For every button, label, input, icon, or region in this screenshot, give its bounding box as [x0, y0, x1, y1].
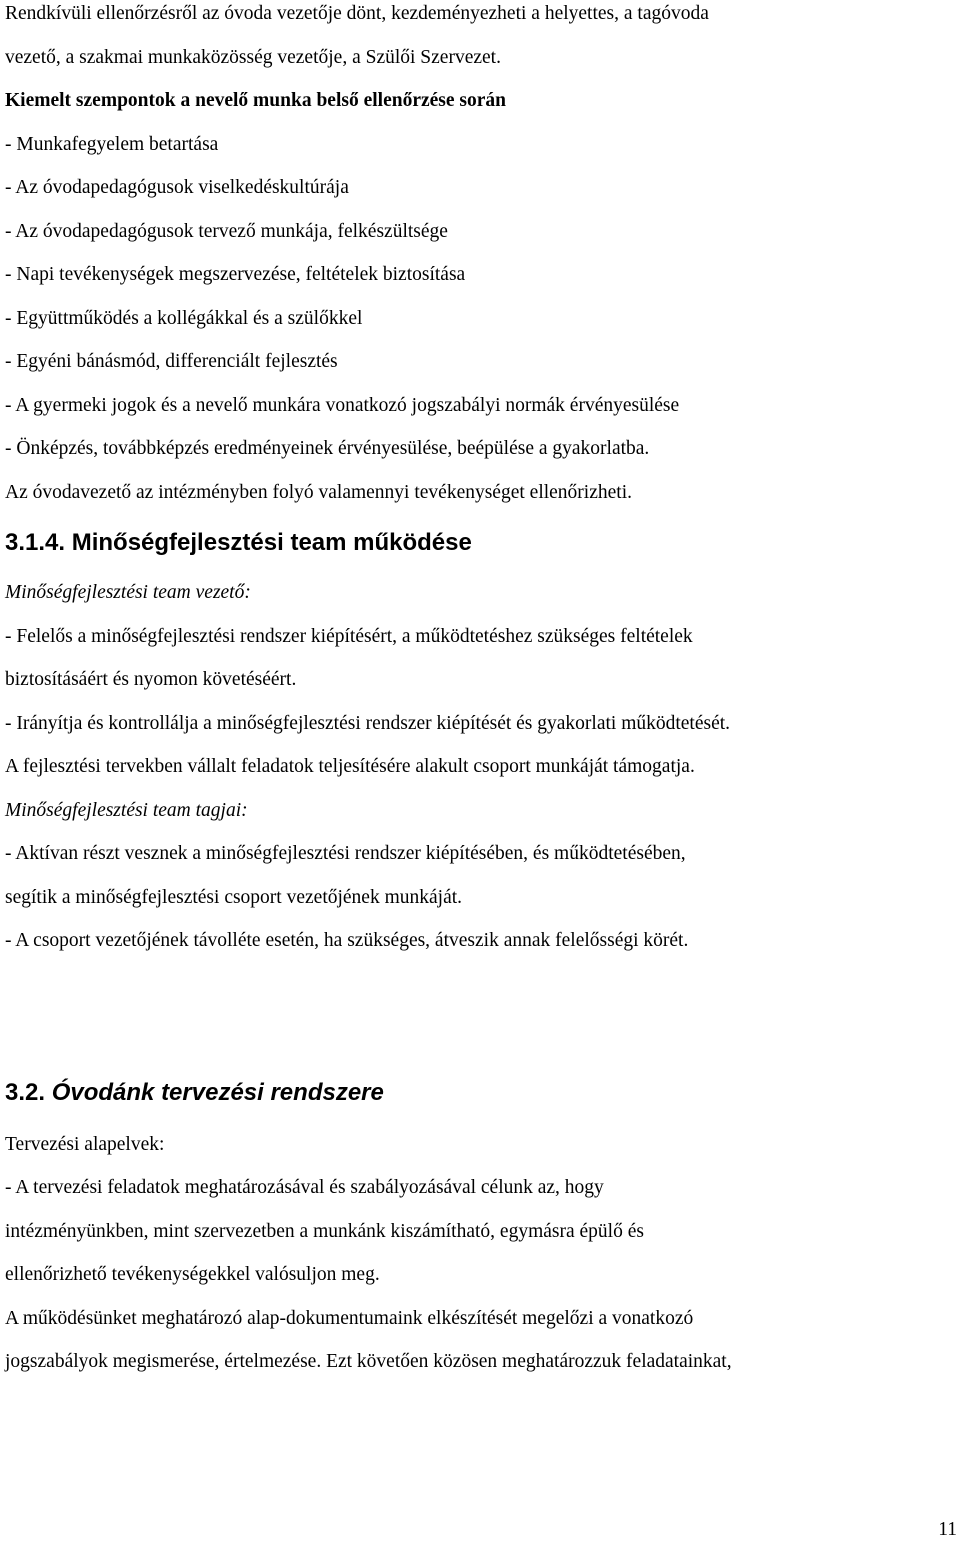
team-members-title: Minőségfejlesztési team tagjai:: [5, 799, 248, 821]
list-item: - Munkafegyelem betartása: [5, 133, 219, 155]
planning-line: jogszabályok megismerése, értelmezése. Ezt követően közösen meghatározzuk feladatainkat,: [5, 1351, 732, 1372]
list-item: - Az óvodapedagógusok viselkedéskultúrája: [5, 177, 349, 198]
team-leader-line: - Irányítja és kontrollálja a minőségfejlesztési rendszer kiépítését és gyakorlati működtetését.: [5, 712, 731, 734]
section-number: 3.2.: [5, 1078, 46, 1106]
list-item: - Együttműködés a kollégákkal és a szülőkkel: [5, 307, 363, 329]
planning-line: - A tervezési feladatok meghatározásával és szabályozásával célunk az, hogy: [5, 1177, 604, 1198]
team-members-line: segítik a minőségfejlesztési csoport vezetőjének munkáját.: [5, 886, 463, 908]
planning-line: A működésünket meghatározó alap-dokumentumaink elkészítését megelőzi a vonatkozó: [5, 1307, 694, 1329]
list-item: - Napi tevékenységek megszervezése, feltételek biztosítása: [5, 264, 466, 285]
section-title: Óvodánk tervezési rendszere: [51, 1078, 384, 1106]
planning-line: ellenőrizhető tevékenységekkel valósuljon meg.: [5, 1264, 380, 1285]
control-title: Kiemelt szempontok a nevelő munka belső ellenőrzése során: [5, 90, 506, 111]
intro-line: Rendkívüli ellenőrzésről az óvoda vezetője dönt, kezdeményezheti a helyettes, a tagóvoda: [5, 3, 709, 24]
control-closing: Az óvodavezető az intézményben folyó valamennyi tevékenységet ellenőrizheti.: [5, 481, 632, 503]
page-number: 11: [938, 1519, 957, 1540]
team-leader-title: Minőségfejlesztési team vezető:: [5, 582, 251, 603]
team-leader-line: A fejlesztési tervekben vállalt feladatok teljesítésére alakult csoport munkáját támogatja.: [5, 756, 695, 777]
team-leader-line: - Felelős a minőségfejlesztési rendszer kiépítésért, a működtetéshez szükséges feltételek: [5, 625, 693, 647]
team-members-line: - A csoport vezetőjének távolléte esetén, ha szükséges, átveszik annak felelősségi körét.: [5, 930, 689, 951]
list-item: - Egyéni bánásmód, differenciált fejlesztés: [5, 351, 338, 372]
team-members-line: - Aktívan részt vesznek a minőségfejlesztési rendszer kiépítésében, és működtetésében,: [5, 843, 686, 864]
list-item: - A gyermeki jogok és a nevelő munkára vonatkozó jogszabályi normák érvényesülése: [5, 394, 680, 416]
list-item: - Önképzés, továbbképzés eredményeinek érvényesülése, beépülése a gyakorlatba.: [5, 438, 650, 459]
team-leader-line: biztosításáért és nyomon követéséért.: [5, 669, 297, 690]
section-heading-3-1-4: 3.1.4. Minőségfejlesztési team működése: [5, 529, 472, 556]
planning-subtitle: Tervezési alapelvek:: [5, 1133, 165, 1155]
intro-line: vezető, a szakmai munkaközösség vezetője, a Szülői Szervezet.: [5, 46, 501, 68]
planning-line: intézményünkben, mint szervezetben a munkánk kiszámítható, egymásra épülő és: [5, 1220, 644, 1242]
document-page: [5, 0, 955, 1384]
list-item: - Az óvodapedagógusok tervező munkája, felkészültsége: [5, 220, 448, 242]
section-heading-3-2: [5, 1063, 955, 1123]
